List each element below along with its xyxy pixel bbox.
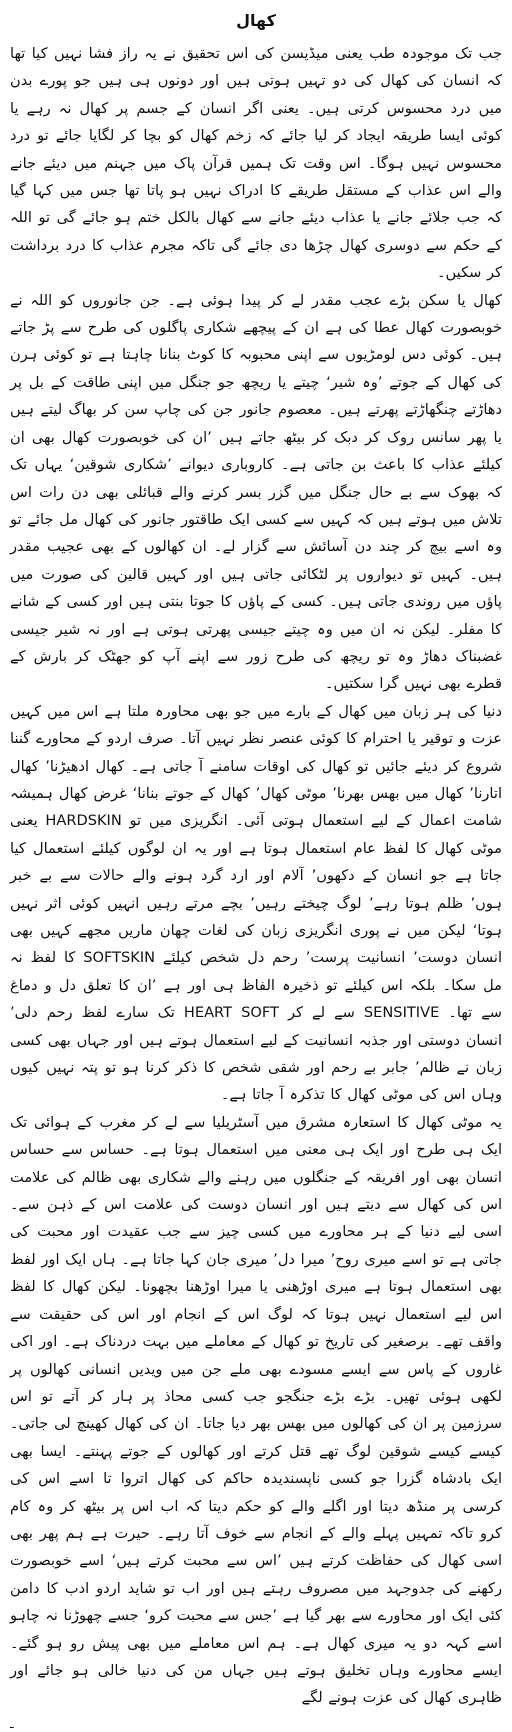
article-paragraph-3: دنیا کی ہر زبان میں کھال کے بارے میں جو بھی محاورہ ملتا ہے اس میں کہیں عزت و توقیر یا احترام کا کوئی عنصر نظر نہیں آتا۔ صرف اردو کے محاورے گننا شروع کر دیئے جائیں تو کھال کی اوقات سامنے آ جاتی ہے۔ کھال ادھیڑنا’ کھال اتارنا’ کھال میں بھس بھرنا’ موٹی کھال’ کھال کے جوتے بنانا‘ غرض کھال ہمیشہ شامت اعمال کے لیے استعمال ہوتی آئی۔ انگریزی میں تو HARDSKIN یعنی موٹی کھال کا لفظ عام استعمال ہوتا ہے اور یہ ان لوگوں کیلئے استعمال کیا جاتا ہے جو انسان کے دکھوں’ آلام اور ارد گرد ہونے والے حالات سے بے خبر ہوں’ ظلم ہوتا رہے’ لوگ چیختے رہیں’ بچے مرتے رہیں انہیں کوئی اثر نہیں ہوتا‘ لیکن میں نے پوری انگریزی زبان کی لغات چھان ماریں مجھے کہیں بھی انسان دوست’ انسانیت پرست’ رحم دل شخص کیلئے SOFTSKIN کا لفظ نہ مل سکا۔ بلکہ اس کیلئے تو ذخیرہ الفاظ ہی اور ہے ’ان کا تعلق دل و دماغ سے تھا۔ SENSITIVE سے لے کر HEART SOFT تک سارے لفظ رحم دلی’ انسان دوستی اور جذبہ انسانیت کے لیے استعمال ہوتے ہیں اور جہاں بھی کسی زبان نے ظالم’ جابر بے رحم اور شقی شخص کا ذکر کرنا ہو تو پتہ نہیں کیوں وہاں اس کی موٹی کھال کا تذکرہ آ جاتا ہے۔	[10, 702, 503, 1104]
article-paragraph-2: کھال یا سکن بڑے عجب مقدر لے کر پیدا ہوئی ہے۔ جن جانوروں کو اللہ نے خوبصورت کھال عطا کی ہے ان کے پیچھے شکاری پاگلوں کی طرح سے پڑ جاتے ہیں۔ کوئی دس لومڑیوں سے اپنی محبوبہ کا کوٹ بنانا چاہتا ہے تو کوئی ہرن کی کھال کے جوتے ’وہ شیر‘ چیتے یا ریچھ جو جنگل میں اپنی طاقت کے بل پر دھاڑتے چنگھاڑتے پھرتے ہیں۔ معصوم جانور جن کی چاپ سن کر بھاگ لیتے ہیں یا پھر سانس روک کر دبک کر بیٹھ جاتے ہیں ’ان کی خوبصورت کھال بھی ان کیلئے عذاب کا باعث بن جاتی ہے۔ کاروباری دیوانے ’شکاری شوقین‘ یہاں تک کہ بھوک سے بے حال جنگل میں گزر بسر کرنے والے قبائلی بھی دن رات اس تلاش میں ہوتے ہیں کہ کہیں سے کسی ایک طاقتور جانور کی کھال مل جائے تو وہ اسے بیچ کر چند دن آسائش سے گزار لے۔ ان کھالوں کے بھی عجیب مقدر ہیں۔ کہیں تو دیواروں پر لٹکائی جاتی ہیں اور کہیں قالین کی صورت میں پاؤں میں روندی جاتی ہیں۔ کسی کے پاؤں کا جوتا بنتی ہیں اور کسی کے شانے کا مفلر۔ لیکن نہ ان میں وہ چیتے جیسی پھرتی ہوتی ہے اور نہ شیر جیسی غضبناک دھاڑ وہ تو ریچھ کی طرح زور سے اپنے آپ کو جھٹک کر بارش کے قطرے بھی نہیں گرا سکتیں۔	[10, 291, 502, 693]
article-paragraph-1: جب تک موجودہ طب یعنی میڈیسن کی اس تحقیق نے یہ راز فشا نہیں کیا تھا کہ انسان کی کھال کی دو تہیں ہوتی ہیں اور دونوں ہی ہیں جو پورے بدن میں درد محسوس کرتی ہیں۔ یعنی اگر انسان کے جسم پر کھال نہ رہے یا کوئی ایسا طریقہ ایجاد کر لیا جائے کہ زخم کھال کو بچا کر لگایا جائے تو درد محسوس نہیں ہوگا۔ اس وقت تک ہمیں قرآن پاک میں جہنم میں دیئے جانے والے اس عذاب کے مستقل طریقے کا ادراک نہیں ہو پاتا تھا جس میں کہا گیا کہ جب جلائے جانے یا عذاب دیئے جانے سے کھال بالکل ختم ہو جائے گی تو اللہ کے حکم سے دوسری کھال چڑھا دی جائے گی تاکہ مجرم عذاب کا درد برداشت کر سکیں۔	[10, 45, 502, 282]
article-paragraph-4: یہ موٹی کھال کا استعارہ مشرق میں آسٹریلیا سے لے کر مغرب کے ہوائی تک ایک ہی طرح اور ایک ہی معنی میں استعمال ہوتا ہے۔ حساس سے حساس انسان بھی اور افریقہ کے جنگلوں میں رہنے والے شکاری بھی ظالم کی علامت اس کی کھال سے دیتے ہیں اور انسان دوست کی علامت اس کے ذہن سے۔ اسی لیے دنیا کے ہر محاورے میں کسی چیز سے جب عقیدت اور محبت کی جاتی ہے تو اسے میری روح’ میرا دل’ میری جان کہا جاتا ہے۔ ہاں ایک اور لفظ بھی استعمال ہوتا ہے میری اوڑھنی یا میرا اوڑھنا بچھونا۔ لیکن کھال کا لفظ اس لیے استعمال نہیں ہوتا کہ لوگ اس کے انجام اور اس کی حقیقت سے واقف تھے۔ برصغیر کی تاریخ تو کھال کے معاملے میں بہت دردناک ہے۔ اور اکی غاروں کے پاس سے ایسے مسودے بھی ملے جن میں ویدیں انسانی کھالوں پر لکھی ہوئی تھیں۔ بڑے بڑے جنگجو جب کسی محاذ پر ہار کر آتے تو اس سرزمین پر ان کی کھالوں میں بھس بھر دیا جاتا۔ ان کی کھال کھینچ لی جاتی۔ کیسے کیسے شوقین لوگ تھے قتل کرتے اور کھالوں کے جوتے پہنتے۔ ایسا بھی ایک بادشاہ گزرا جو کسی ناپسندیدہ حاکم کی کھال اتروا تا اسے اس کی کرسی پر منڈھ دیتا اور اگلے والے کو حکم دیتا کہ اب اس پر بیٹھ کر وہ کام کرو تاکہ تمہیں پہلے والے کے انجام سے خوف آتا رہے۔ حیرت ہے ہم پھر بھی اسی کھال کی حفاظت کرتے ہیں ’اس سے محبت کرتے ہیں‘ اسے خوبصورت رکھنے کی جدوجہد میں مصروف رہتے ہیں اور اب تو شاید اردو ادب کا دامن کئی ایک اور محاورے سے بھر گیا ہے ’جس سے محبت کرو‘ جسے چھوڑنا نہ چاہو اسے کہہ دو یہ میری کھال ہے۔ ہم اس معاملے میں بھی پیش رو ہو گئے۔ ایسے محاورے وہاں تخلیق ہوتے ہیں جہاں من کی دنیا خالی ہو جائے اور ظاہری کھال کی عزت ہونے لگے	[10, 1113, 502, 1707]
article-title: کھال	[236, 11, 276, 30]
article-end-mark: ـ	[10, 1716, 14, 1731]
